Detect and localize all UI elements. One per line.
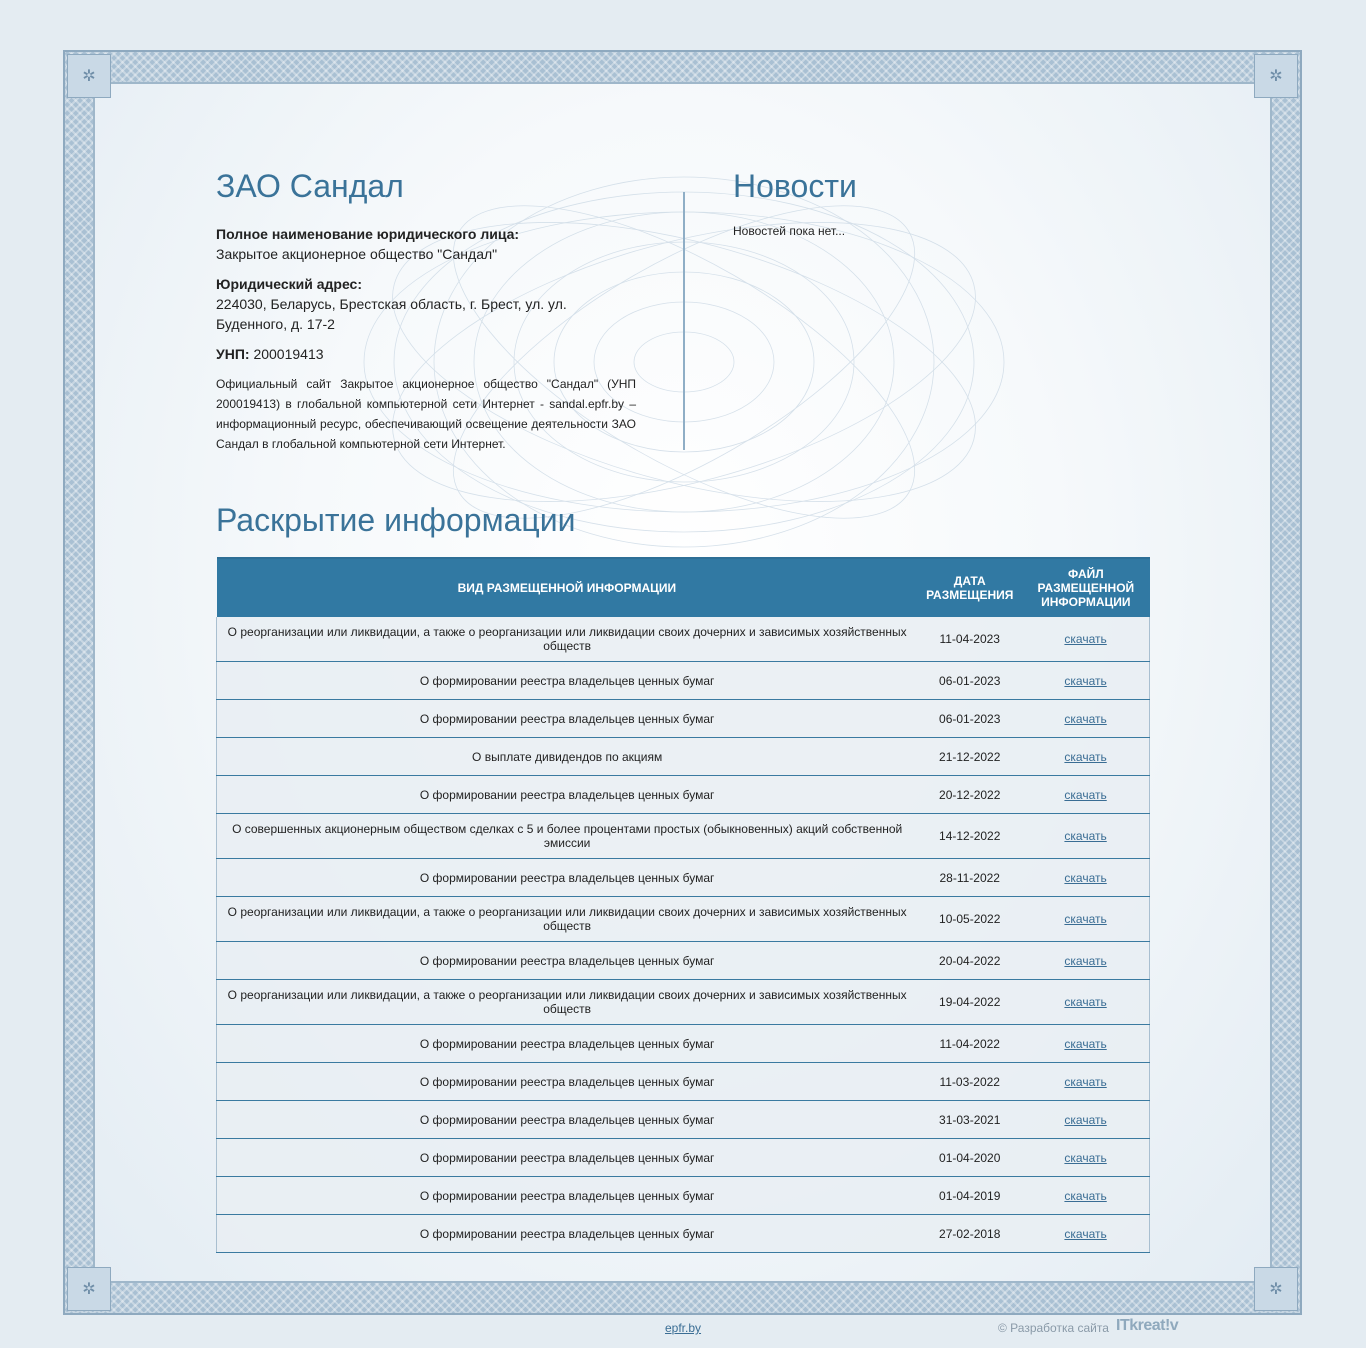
download-link[interactable]: скачать	[1064, 787, 1107, 802]
cell-file	[1022, 1215, 1149, 1253]
table-row	[217, 814, 1150, 859]
table-row	[217, 1063, 1150, 1101]
cell-info-type: О формировании реестра владельцев ценных бумаг	[217, 1063, 918, 1101]
download-link[interactable]: скачать	[1064, 829, 1107, 843]
disclosure-table	[216, 557, 1150, 1253]
table-row	[217, 617, 1150, 662]
cell-date: 21-12-2022	[917, 738, 1022, 776]
download-link[interactable]: скачать	[1064, 1150, 1107, 1165]
cell-date: 11-04-2023	[917, 617, 1022, 662]
download-link[interactable]: скачать	[1064, 1188, 1107, 1203]
news-empty-text: Новостей пока нет...	[733, 224, 846, 238]
table-row	[217, 700, 1150, 738]
corner-ornament-icon: ✲	[67, 54, 111, 98]
unp-value: 200019413	[253, 346, 324, 362]
table-row	[217, 942, 1150, 980]
footer-credit: © Разработка сайта	[998, 1321, 1109, 1335]
cell-date: 06-01-2023	[917, 662, 1022, 700]
cell-date: 28-11-2022	[917, 859, 1022, 897]
fullname-value: Закрытое акционерное общество "Сандал"	[216, 246, 498, 262]
cell-date: 20-04-2022	[917, 942, 1022, 980]
unp-label: УНП:	[216, 346, 250, 362]
cell-file	[1022, 1177, 1149, 1215]
download-link[interactable]: скачать	[1064, 673, 1107, 688]
cell-info-type: О выплате дивидендов по акциям	[217, 738, 918, 776]
address-value: 224030, Беларусь, Брестская область, г. Брест, ул. ул. Буденного, д. 17-2	[216, 296, 567, 332]
corner-ornament-icon: ✲	[1254, 1267, 1298, 1311]
cell-file	[1022, 700, 1149, 738]
table-row	[217, 662, 1150, 700]
address-field	[216, 274, 636, 334]
download-link[interactable]: скачать	[1064, 912, 1107, 926]
cell-date: 01-04-2019	[917, 1177, 1022, 1215]
cell-date: 19-04-2022	[917, 980, 1022, 1025]
cell-file	[1022, 617, 1149, 662]
company-info	[216, 168, 636, 454]
cell-info-type: О формировании реестра владельцев ценных бумаг	[217, 942, 918, 980]
cell-file	[1022, 942, 1149, 980]
cell-info-type: О реорганизации или ликвидации, а также о реорганизации или ликвидации своих дочерних и зависимых хозяйственных обществ	[217, 617, 918, 662]
table-row	[217, 859, 1150, 897]
cell-file	[1022, 859, 1149, 897]
table-row	[217, 738, 1150, 776]
table-row	[217, 980, 1150, 1025]
download-link[interactable]: скачать	[1064, 870, 1107, 885]
cell-info-type: О формировании реестра владельцев ценных бумаг	[217, 1177, 918, 1215]
cell-file	[1022, 980, 1149, 1025]
cell-info-type: О формировании реестра владельцев ценных бумаг	[217, 1215, 918, 1253]
cell-file	[1022, 776, 1149, 814]
column-header-file: ФАЙЛ РАЗМЕЩЕННОЙ ИНФОРМАЦИИ	[1022, 558, 1149, 617]
download-link[interactable]: скачать	[1064, 1036, 1107, 1051]
cell-info-type: О формировании реестра владельцев ценных бумаг	[217, 1101, 918, 1139]
cell-info-type: О формировании реестра владельцев ценных бумаг	[217, 700, 918, 738]
cell-info-type: О реорганизации или ликвидации, а также о реорганизации или ликвидации своих дочерних и зависимых хозяйственных обществ	[217, 897, 918, 942]
cell-info-type: О совершенных акционерным обществом сделках с 5 и более процентами простых (обыкновенных) акций собственной эмиссии	[217, 814, 918, 859]
disclosure-title: Раскрытие информации	[216, 502, 576, 538]
table-row	[217, 897, 1150, 942]
download-link[interactable]: скачать	[1064, 1074, 1107, 1089]
table-row	[217, 776, 1150, 814]
table-row	[217, 1177, 1150, 1215]
table-row	[217, 1025, 1150, 1063]
cell-date: 01-04-2020	[917, 1139, 1022, 1177]
download-link[interactable]: скачать	[1064, 953, 1107, 968]
corner-ornament-icon: ✲	[1254, 54, 1298, 98]
cell-date: 11-03-2022	[917, 1063, 1022, 1101]
cell-date: 31-03-2021	[917, 1101, 1022, 1139]
company-title: ЗАО Сандал	[216, 168, 404, 204]
corner-ornament-icon: ✲	[67, 1267, 111, 1311]
cell-info-type: О формировании реестра владельцев ценных бумаг	[217, 1139, 918, 1177]
cell-info-type: О формировании реестра владельцев ценных бумаг	[217, 859, 918, 897]
cell-date: 10-05-2022	[917, 897, 1022, 942]
news-title: Новости	[733, 168, 857, 204]
cell-file	[1022, 1025, 1149, 1063]
download-link[interactable]: скачать	[1064, 1112, 1107, 1127]
download-link[interactable]: скачать	[1064, 632, 1107, 646]
cell-file	[1022, 1063, 1149, 1101]
cell-file	[1022, 738, 1149, 776]
cell-file	[1022, 814, 1149, 859]
table-row	[217, 1215, 1150, 1253]
cell-info-type: О формировании реестра владельцев ценных бумаг	[217, 776, 918, 814]
download-link[interactable]: скачать	[1064, 749, 1107, 764]
download-link[interactable]: скачать	[1064, 711, 1107, 726]
table-row	[217, 1139, 1150, 1177]
cell-date: 14-12-2022	[917, 814, 1022, 859]
fullname-label: Полное наименование юридического лица:	[216, 226, 520, 242]
cell-file	[1022, 1101, 1149, 1139]
cell-file	[1022, 662, 1149, 700]
cell-date: 20-12-2022	[917, 776, 1022, 814]
cell-file	[1022, 897, 1149, 942]
cell-info-type: О формировании реестра владельцев ценных бумаг	[217, 662, 918, 700]
address-label: Юридический адрес:	[216, 276, 362, 292]
download-link[interactable]: скачать	[1064, 995, 1107, 1009]
fullname-field	[216, 224, 636, 264]
cell-date: 27-02-2018	[917, 1215, 1022, 1253]
cell-file	[1022, 1139, 1149, 1177]
company-description: Официальный сайт Закрытое акционерное общество "Сандал" (УНП 200019413) в глобальной компьютерной сети Интернет - sandal.epfr.by – информационный ресурс, обеспечивающий освещение деятельности ЗАО Сандал в глобальной компьютерной сети Интернет.	[216, 377, 636, 451]
table-header-row	[217, 558, 1150, 617]
column-header-type: ВИД РАЗМЕЩЕННОЙ ИНФОРМАЦИИ	[217, 558, 918, 617]
footer-home-link[interactable]: epfr.by	[665, 1321, 702, 1335]
news-section	[733, 168, 1153, 238]
download-link[interactable]: скачать	[1064, 1226, 1107, 1241]
table-row	[217, 1101, 1150, 1139]
cell-info-type: О формировании реестра владельцев ценных бумаг	[217, 1025, 918, 1063]
cell-date: 11-04-2022	[917, 1025, 1022, 1063]
column-divider	[683, 192, 685, 450]
developer-logo[interactable]: ITkreat!v	[1116, 1317, 1179, 1334]
unp-field	[216, 344, 636, 364]
cell-info-type: О реорганизации или ликвидации, а также о реорганизации или ликвидации своих дочерних и зависимых хозяйственных обществ	[217, 980, 918, 1025]
column-header-date: ДАТА РАЗМЕЩЕНИЯ	[917, 558, 1022, 617]
cell-date: 06-01-2023	[917, 700, 1022, 738]
